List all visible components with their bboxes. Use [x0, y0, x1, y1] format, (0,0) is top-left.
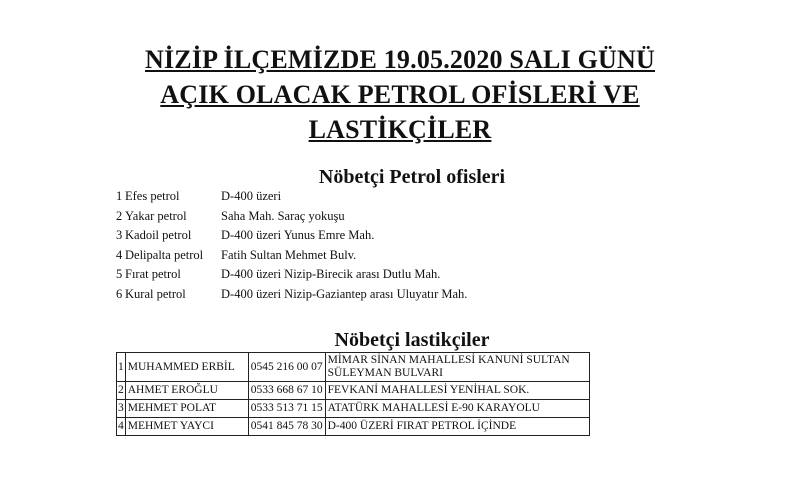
- petrol-item-number: 6: [116, 286, 123, 301]
- petrol-item-address: D-400 üzeri Yunus Emre Mah.: [221, 228, 375, 243]
- table-cell-number: 3: [117, 400, 126, 418]
- tire-section-heading: Nöbetçi lastikçiler: [334, 329, 490, 351]
- table-cell-number: 2: [117, 382, 126, 400]
- table-cell-phone: 0545 216 00 07: [248, 353, 325, 382]
- petrol-list-item: [116, 248, 596, 268]
- petrol-section-heading: Nöbetçi Petrol ofisleri: [318, 166, 506, 188]
- petrol-list-item: [116, 267, 596, 287]
- table-cell-number: 1: [117, 353, 126, 382]
- petrol-item-address: D-400 üzeri Nizip-Gaziantep arası Uluyatır Mah.: [221, 286, 468, 301]
- petrol-item-number: 3: [116, 228, 123, 243]
- petrol-item-name: Efes petrol: [125, 189, 180, 203]
- table-cell-address: ATATÜRK MAHALLESİ E-90 KARAYOLU: [325, 400, 589, 418]
- petrol-list-item: [116, 287, 596, 307]
- table-row: [117, 353, 590, 382]
- table-row: [117, 382, 590, 400]
- table-cell-name: AHMET EROĞLU: [125, 382, 248, 400]
- petrol-item-name: Kural petrol: [125, 286, 186, 301]
- petrol-item-address: D-400 üzeri: [221, 189, 282, 203]
- petrol-list-item: [116, 209, 596, 229]
- petrol-item-name: Fırat petrol: [125, 267, 181, 282]
- table-cell-name: MUHAMMED ERBİL: [125, 353, 248, 382]
- table-row: [117, 400, 590, 418]
- petrol-item-number: 1: [116, 189, 123, 203]
- petrol-item-address: Fatih Sultan Mehmet Bulv.: [221, 247, 357, 262]
- title-line-2: AÇIK OLACAK PETROL OFİSLERİ VE: [160, 80, 640, 109]
- table-row: [117, 418, 590, 436]
- table-cell-name: MEHMET POLAT: [125, 400, 248, 418]
- petrol-item-address: Saha Mah. Saraç yokuşu: [221, 208, 345, 223]
- table-cell-name: MEHMET YAYCI: [125, 418, 248, 436]
- petrol-list-item: [116, 189, 596, 209]
- petrol-item-number: 4: [116, 247, 123, 262]
- title-line-3: LASTİKÇİLER: [308, 115, 492, 144]
- petrol-item-address: D-400 üzeri Nizip-Birecik arası Dutlu Mah.: [221, 267, 441, 282]
- table-cell-phone: 0533 513 71 15: [248, 400, 325, 418]
- petrol-item-name: Yakar petrol: [125, 208, 187, 223]
- table-cell-number: 4: [117, 418, 126, 436]
- table-cell-address: FEVKANİ MAHALLESİ YENİHAL SOK.: [325, 382, 589, 400]
- petrol-item-number: 5: [116, 267, 123, 282]
- table-cell-address: MİMAR SİNAN MAHALLESİ KANUNİ SULTAN SÜLEYMAN BULVARI: [325, 353, 589, 382]
- petrol-item-number: 2: [116, 208, 123, 223]
- page-title: [0, 42, 800, 147]
- petrol-list: [116, 189, 596, 307]
- petrol-item-name: Kadoil petrol: [125, 228, 192, 243]
- table-cell-phone: 0533 668 67 10: [248, 382, 325, 400]
- title-line-1: NİZİP İLÇEMİZDE 19.05.2020 SALI GÜNÜ: [145, 45, 655, 74]
- petrol-item-name: Delipalta petrol: [125, 247, 204, 262]
- table-cell-address: D-400 ÜZERİ FIRAT PETROL İÇİNDE: [325, 418, 589, 436]
- table-cell-phone: 0541 845 78 30: [248, 418, 325, 436]
- petrol-list-item: [116, 228, 596, 248]
- tire-shops-table: [116, 352, 590, 436]
